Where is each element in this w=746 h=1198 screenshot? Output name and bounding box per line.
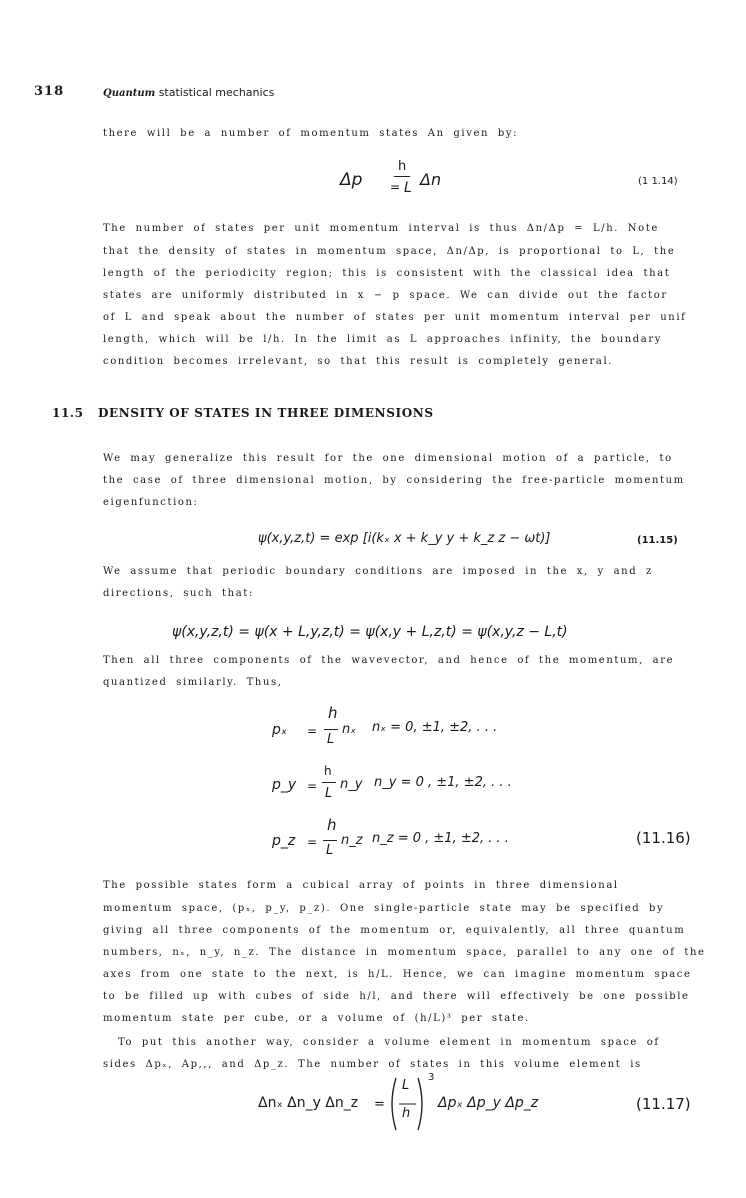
para1-line-5: of L and speak about the number of states per unit momentum interval per unif	[103, 312, 687, 323]
para5-line-7: momentum state per cube, or a volume of (h/L)³ per state.	[103, 1013, 530, 1024]
page-number: 318	[34, 84, 65, 99]
eq-1116-row3-n: n_z	[341, 833, 363, 848]
para2-line-2: the case of three dimensional motion, by considering the free-particle momentum	[103, 475, 685, 486]
para1-line-2: that the density of states in momentum space, Δn/Δp, is proportional to L, the	[103, 246, 676, 257]
eq-1117-eq: =	[374, 1097, 385, 1112]
eq-1117-number: (11.17)	[636, 1095, 691, 1113]
para5-line-3: giving all three components of the momentum or, equivalently, all three quantum	[103, 925, 686, 936]
eq-1116-row1-lhs: pₓ	[272, 722, 288, 738]
intro-line: there will be a number of momentum states An given by:	[103, 128, 519, 139]
eq-1117-rhs: Δpₓ Δp_y Δp_z	[438, 1095, 539, 1111]
eq-1116-row2-cond: n_y = 0 , ±1, ±2, . . .	[374, 775, 512, 790]
para5-line-5: axes from one state to the next, is h/L. Hence, we can imagine momentum space	[103, 969, 692, 980]
eq-1116-row2-n: n_y	[340, 777, 363, 792]
eq-1117-lhs: Δnₓ Δn_y Δn_z	[258, 1095, 359, 1111]
eq-1116-row3-bar	[323, 840, 337, 841]
para5-line-1: The possible states form a cubical array of points in three dimensional	[103, 880, 619, 891]
eq-1117-exponent: 3	[428, 1072, 435, 1083]
eq-1116-row3-den: L	[326, 843, 334, 858]
para6-line-2: sides Δpₓ, Ap,,, and Δp_z. The number of states in this volume element is	[103, 1059, 642, 1070]
eq-1116-row1-cond: nₓ = 0, ±1, ±2, . . .	[372, 720, 498, 735]
eq-1116-row2-num: h	[324, 764, 332, 778]
eq-1116-row2-den: L	[325, 786, 333, 801]
eq-1114-number: (1 1.14)	[638, 176, 678, 187]
eq-1114-den: L	[404, 180, 412, 196]
para1-line-7: condition becomes irrelevant, so that this result is completely general.	[103, 356, 614, 367]
running-title	[103, 86, 274, 99]
para1-line-3: length of the periodicity region; this is consistent with the classical idea that	[103, 268, 671, 279]
section-heading	[52, 406, 434, 420]
eq-1116-row3-cond: n_z = 0 , ±1, ±2, . . .	[372, 831, 509, 846]
section-title: DENSITY OF STATES IN THREE DIMENSIONS	[97, 406, 434, 420]
eq-1116-row1-bar	[324, 729, 338, 730]
para4-line-2: quantized similarly. Thus,	[103, 677, 283, 688]
eq-1116-row3-num: h	[327, 816, 337, 834]
eq-1116-row1-n: nₓ	[342, 722, 357, 737]
eq-1115: ψ(x,y,z,t) = exp [i(kₓ x + k_y y + k_z z − ωt)]	[258, 531, 551, 546]
para5-line-4: numbers, nₓ, n_y, n_z. The distance in momentum space, parallel to any one of the	[103, 947, 706, 958]
eq-1114-eq: =	[390, 180, 401, 194]
eq-1116-row1-num: h	[328, 704, 338, 722]
eq-1114-lhs: Δp	[340, 170, 363, 190]
eq-1116-number: (11.16)	[636, 829, 691, 847]
para4-line-1: Then all three components of the wavevector, and hence of the momentum, are	[103, 655, 675, 666]
para2-line-1: We may generalize this result for the one dimensional motion of a particle, to	[103, 453, 673, 464]
eq-1114-rhs: Δn	[420, 170, 442, 189]
para1-line-1: The number of states per unit momentum interval is thus Δn/Δp = L/h. Note	[103, 223, 659, 234]
eq-1116-row1-eq: =	[307, 724, 318, 738]
eq-1116-row1-den: L	[327, 732, 335, 747]
eq-1117-den: h	[402, 1106, 411, 1121]
running-title-italic: Quantum	[103, 88, 156, 99]
eq-1117-num: L	[402, 1078, 410, 1093]
section-number: 11.5	[52, 406, 84, 420]
running-title-rest: statistical mechanics	[158, 86, 275, 99]
eq-1114-num: h	[398, 159, 407, 174]
para1-line-4: states are uniformly distributed in x − p space. We can divide out the factor	[103, 290, 668, 301]
eq-1116-row2-lhs: p_y	[272, 777, 297, 793]
para3-line-1: We assume that periodic boundary conditions are imposed in the x, y and z	[103, 566, 653, 577]
eq-1115-number: (11.15)	[637, 535, 678, 546]
para6-line-1: To put this another way, consider a volume element in momentum space of	[118, 1037, 660, 1048]
para1-line-6: length, which will be l/h. In the limit as L approaches infinity, the boundary	[103, 334, 663, 345]
para5-line-6: to be filled up with cubes of side h/l, and there will effectively be one possible	[103, 991, 690, 1002]
eq-1114-fraction-bar	[394, 176, 410, 177]
eq-1116-row2-eq: =	[307, 779, 318, 793]
para5-line-2: momentum space, (pₓ, p_y, p_z). One single-particle state may be specified by	[103, 903, 665, 914]
eq-1116-row3-lhs: p_z	[272, 833, 296, 849]
eq-1116-row3-eq: =	[307, 835, 318, 849]
para2-line-3: eigenfunction:	[103, 497, 199, 508]
eq-1116-row2-bar	[322, 782, 336, 783]
para3-line-2: directions, such that:	[103, 588, 254, 599]
eq-periodic: ψ(x,y,z,t) = ψ(x + L,y,z,t) = ψ(x,y + L,z,t) = ψ(x,y,z − L,t)	[172, 624, 568, 640]
